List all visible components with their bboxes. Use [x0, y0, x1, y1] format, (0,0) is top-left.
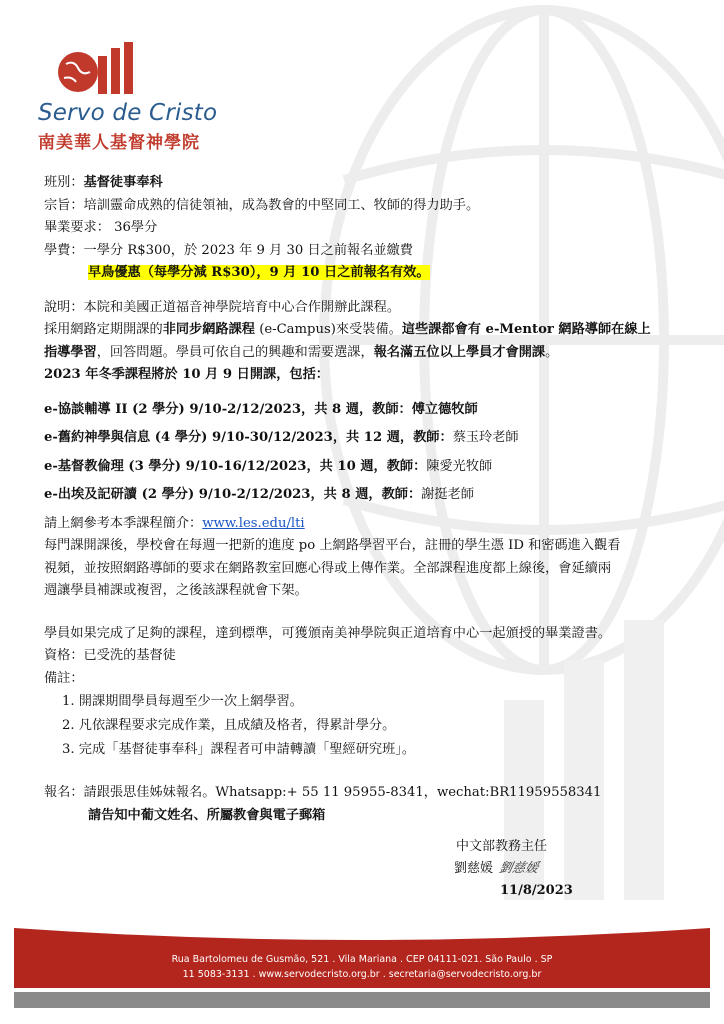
- brand-name: Servo de Cristo: [38, 100, 218, 126]
- description-line-1: 說明：本院和美國正道福音神學院培育中心合作開辦此課程。: [44, 299, 401, 315]
- description-line-3: 指導學習，回答問題。學員可依自己的興趣和需要選課，報名滿五位以上學員才會開課。: [44, 344, 559, 360]
- process-para-line-1: 每門課開課後，學校會在每週一把新的進度 po 上網路學習平台，註冊的學生憑 ID 和密碼進入觀看: [44, 538, 621, 553]
- description-line-2: 採用網路定期開課的非同步網路課程 (e-Campus)來受裝備。這些課都會有 e-Mentor 網路導師在線上: [44, 322, 651, 337]
- process-para-line-3: 週讓學員補課或複習，之後該課程就會下架。: [44, 583, 308, 598]
- notes-label: 備註：: [44, 670, 84, 686]
- handwritten-signature: 劉慈媛: [497, 861, 540, 876]
- course-item: e-協談輔導 II (2 學分) 9/10-2/12/2023，共 8 週，教師：傅立德牧師: [44, 401, 478, 417]
- footer-grey-bar: [14, 992, 710, 1008]
- class-name: 基督徒事奉科: [83, 175, 163, 190]
- reference-line: 請上網參考本季課程簡介：www.les.edu/lti: [44, 515, 305, 531]
- winter-courses-heading: 2023 年冬季課程將於 10 月 9 日開課，包括：: [44, 367, 329, 382]
- signatory-line: [454, 858, 573, 880]
- course-intro-link[interactable]: www.les.edu/lti: [202, 515, 305, 531]
- signatory-title: 中文部教務主任: [456, 839, 548, 854]
- registration-line: 報名：請跟張思佳姊妹報名。Whatsapp:+ 55 11 95955-8341，wechat:BR11959558341: [44, 785, 602, 800]
- footer-address: Rua Bartolomeu de Gusmão, 521 . Vila Mariana . CEP 04111-021. São Paulo . SP: [171, 954, 553, 965]
- class-line: 班別：基督徒事奉科: [44, 175, 163, 190]
- brand-name-cn: 南美華人基督神學院: [38, 133, 200, 153]
- qualification-line: 資格：已受洗的基督徒: [44, 648, 176, 663]
- registration-instructions: 請告知中葡文姓名、所屬教會與電子郵箱: [88, 807, 326, 823]
- course-item: e-基督教倫理 (3 學分) 9/10-16/12/2023，共 10 週，教師：陳愛光牧師: [44, 458, 493, 474]
- certificate-line: 學員如果完成了足夠的課程，達到標準，可獲頒南美神學院與正道培育中心一起頒授的畢業證書。: [44, 625, 612, 641]
- process-para-line-2: 視頻，並按照網路導師的要求在網路教室回應心得或上傳作業。全部課程進度都上線後，會延續兩: [44, 560, 612, 576]
- early-bird-highlight: 早鳥優惠（每學分減 R$30），9 月 10 日之前報名有效。: [88, 265, 430, 280]
- note-item: 1. 開課期間學員每週至少一次上網學習。: [62, 694, 303, 709]
- document-body: [44, 172, 684, 827]
- note-item: 2. 凡依課程要求完成作業，且成績及格者，得累計學分。: [62, 718, 396, 733]
- signature-block: [454, 836, 573, 902]
- purpose-line: 宗旨：培訓靈命成熟的信徒領袖，成為教會的中堅同工、牧師的得力助手。: [44, 197, 480, 213]
- globe-pillars-logo-icon: [56, 42, 140, 98]
- document-date: 11/8/2023: [500, 883, 573, 898]
- fee-line: 學費：一學分 R$300，於 2023 年 9 月 30 日之前報名並繳費: [44, 242, 413, 258]
- signatory-name: 劉慈媛: [454, 861, 494, 876]
- footer-contact: 11 5083-3131 . www.servodecristo.org.br . secretaria@servodecristo.org.br: [182, 969, 542, 980]
- note-item: 3. 完成「基督徒事奉科」課程者可申請轉讀「聖經研究班」。: [62, 742, 416, 757]
- footer-banner: [14, 924, 710, 988]
- course-item: e-舊約神學與信息 (4 學分) 9/10-30/12/2023，共 12 週，教師：蔡玉玲老師: [44, 430, 519, 445]
- early-bird-line: [44, 262, 684, 285]
- graduation-line: 畢業要求： 36學分: [44, 220, 158, 235]
- course-item: e-出埃及記研讀 (2 學分) 9/10-2/12/2023，共 8 週，教師：謝挺老師: [44, 487, 474, 502]
- notes-list: [44, 690, 684, 762]
- logo: [38, 42, 218, 153]
